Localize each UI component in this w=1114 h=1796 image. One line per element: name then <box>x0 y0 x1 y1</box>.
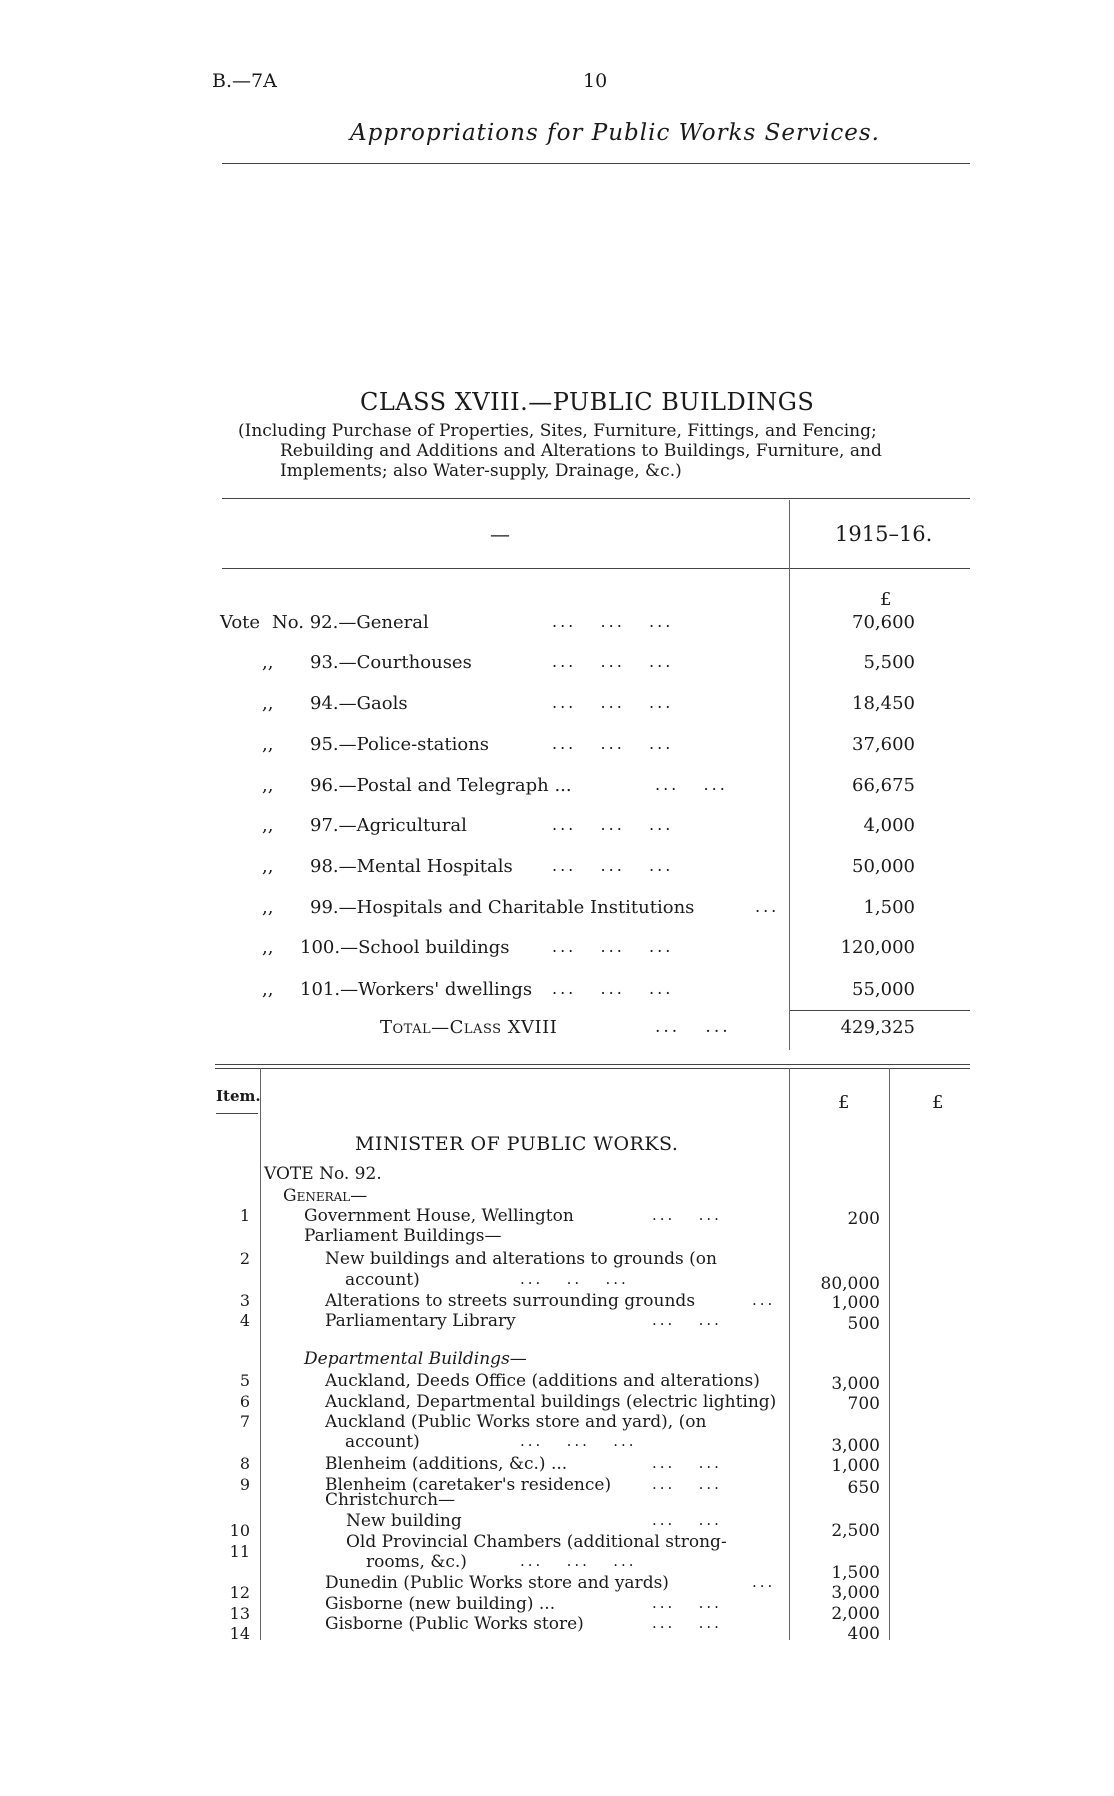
item-description: New building <box>346 1511 462 1531</box>
item-description-continued: account) <box>345 1270 420 1290</box>
item-number: 3 <box>239 1291 250 1310</box>
vote-heading: VOTE No. 92. <box>264 1164 382 1184</box>
summary-col-year: 1915–16. <box>835 522 933 546</box>
item-description: Blenheim (caretaker's residence) <box>325 1475 612 1495</box>
item-number: 10 <box>229 1521 250 1540</box>
item-amount: 80,000 <box>820 1274 880 1294</box>
summary-row-dots: ... ... ... <box>552 815 674 834</box>
summary-row-dots: ... ... ... <box>552 693 674 712</box>
summary-col-dash: — <box>490 522 510 546</box>
item-description-continued: account) <box>345 1432 420 1452</box>
item-description: Auckland (Public Works store and yard), (on <box>325 1412 707 1432</box>
item-dots: ... ... ... <box>520 1552 637 1570</box>
summary-row-prefix: ,, <box>262 815 274 836</box>
item-dots: ... ... <box>652 1454 722 1472</box>
item-amount: 200 <box>847 1209 880 1229</box>
document-code: B.—7A <box>212 70 277 92</box>
items-top-rule-2 <box>215 1068 970 1069</box>
item-amount: 3,000 <box>831 1436 880 1456</box>
summary-row-label: 99.—Hospitals and Charitable Institutions <box>310 897 695 918</box>
item-number: 14 <box>229 1624 250 1643</box>
item-number: 6 <box>239 1392 250 1411</box>
general-heading: General— <box>283 1186 368 1206</box>
item-description: New buildings and alterations to grounds (on <box>325 1249 717 1269</box>
item-dots: ... ... <box>652 1614 722 1632</box>
summary-row-label: No. 92.—General <box>272 612 429 633</box>
item-amount: 2,000 <box>831 1604 880 1624</box>
summary-row-dots: ... ... ... <box>552 979 674 998</box>
summary-row-label: 101.—Workers' dwellings <box>300 979 533 1000</box>
departmental-heading: Departmental Buildings— <box>304 1349 527 1369</box>
items-col2-divider <box>889 1068 890 1640</box>
summary-row-label: 94.—Gaols <box>310 693 408 714</box>
item-description: Auckland, Departmental buildings (electric lighting) <box>325 1392 777 1412</box>
summary-row-value: 50,000 <box>852 856 915 877</box>
item-dots: ... <box>752 1573 776 1591</box>
item-dots: ... ... <box>652 1511 722 1529</box>
item-number: 8 <box>239 1454 250 1473</box>
summary-row-prefix: ,, <box>262 734 274 755</box>
summary-total-value: 429,325 <box>840 1017 915 1038</box>
summary-row-value: 55,000 <box>852 979 915 1000</box>
item-number: 11 <box>229 1542 250 1561</box>
summary-row-dots: ... ... ... <box>552 937 674 956</box>
items-item-header-rule <box>216 1113 258 1114</box>
summary-row-value: 37,600 <box>852 734 915 755</box>
summary-row-label: 95.—Police-stations <box>310 734 490 755</box>
summary-row-label: 100.—School buildings <box>300 937 510 958</box>
summary-top-rule <box>222 498 970 499</box>
summary-row-prefix: ,, <box>262 775 274 796</box>
summary-row-value: 66,675 <box>852 775 915 796</box>
summary-row-dots: ... ... ... <box>552 612 674 631</box>
class-title: CLASS XVIII.—PUBLIC BUILDINGS <box>360 388 815 416</box>
item-amount: 500 <box>847 1314 880 1334</box>
item-description: Auckland, Deeds Office (additions and alterations) <box>325 1371 760 1391</box>
summary-header-rule <box>222 568 970 569</box>
summary-total-label: Total—Class XVIII <box>380 1017 558 1038</box>
item-dots: ... <box>752 1291 776 1309</box>
summary-row-dots: ... ... <box>655 775 728 794</box>
item-description: Gisborne (Public Works store) <box>325 1614 584 1634</box>
item-amount: 2,500 <box>831 1521 880 1541</box>
item-dots: ... .. ... <box>520 1270 629 1288</box>
item-amount: 650 <box>847 1478 880 1498</box>
summary-row-dots: ... ... ... <box>552 734 674 753</box>
item-dots: ... ... <box>652 1311 722 1329</box>
item-number: 2 <box>239 1249 250 1268</box>
summary-row-label: 96.—Postal and Telegraph ... <box>310 775 572 796</box>
item-amount: 400 <box>847 1624 880 1644</box>
page-title: Appropriations for Public Works Services. <box>350 120 880 146</box>
summary-row-prefix: ,, <box>262 652 274 673</box>
item-description: Blenheim (additions, &c.) ... <box>325 1454 568 1474</box>
items-col1-divider <box>789 1068 790 1640</box>
class-subtitle-line-2: Rebuilding and Additions and Alterations to Buildings, Furniture, and <box>280 441 882 461</box>
summary-total-dots: ... ... <box>655 1017 731 1037</box>
item-description: Gisborne (new building) ... <box>325 1594 556 1614</box>
items-currency-1: £ <box>838 1092 850 1113</box>
summary-row-value: 18,450 <box>852 693 915 714</box>
summary-row-prefix: ,, <box>262 856 274 877</box>
item-dots: ... ... <box>652 1594 722 1612</box>
item-description: Government House, Wellington <box>304 1206 574 1226</box>
item-description-continued: rooms, &c.) <box>366 1552 467 1572</box>
summary-currency: £ <box>880 589 892 610</box>
summary-row-dots: ... <box>755 897 780 916</box>
item-amount: 3,000 <box>831 1583 880 1603</box>
item-number: 13 <box>229 1604 250 1623</box>
summary-row-prefix: ,, <box>262 897 274 918</box>
item-amount: 1,000 <box>831 1293 880 1313</box>
item-description: Old Provincial Chambers (additional strong- <box>346 1532 727 1552</box>
christchurch-heading: Christchurch— <box>325 1490 456 1510</box>
summary-row-value: 4,000 <box>863 815 915 836</box>
item-number: 1 <box>239 1206 250 1225</box>
minister-heading: MINISTER OF PUBLIC WORKS. <box>355 1133 679 1155</box>
summary-total-rule <box>790 1010 970 1011</box>
item-dots: ... ... <box>652 1206 722 1224</box>
item-number: 12 <box>229 1583 250 1602</box>
class-subtitle-line-3: Implements; also Water-supply, Drainage, &c.) <box>280 461 682 481</box>
summary-row-dots: ... ... ... <box>552 856 674 875</box>
item-description: Dunedin (Public Works store and yards) <box>325 1573 669 1593</box>
item-amount: 3,000 <box>831 1374 880 1394</box>
item-number: 4 <box>239 1311 250 1330</box>
header-rule <box>222 163 970 164</box>
summary-row-label: 93.—Courthouses <box>310 652 472 673</box>
items-num-divider <box>260 1068 261 1640</box>
parliament-heading: Parliament Buildings— <box>304 1226 502 1246</box>
summary-row-value: 70,600 <box>852 612 915 633</box>
items-top-rule <box>215 1064 970 1065</box>
item-description: Parliamentary Library <box>325 1311 516 1331</box>
summary-row-label: 98.—Mental Hospitals <box>310 856 513 877</box>
item-amount: 700 <box>847 1394 880 1414</box>
item-dots: ... ... <box>652 1475 722 1493</box>
item-description: Alterations to streets surrounding grounds <box>325 1291 696 1311</box>
summary-row-value: 1,500 <box>863 897 915 918</box>
summary-row-value: 5,500 <box>863 652 915 673</box>
summary-row-prefix: ,, <box>262 937 274 958</box>
summary-row-prefix: ,, <box>262 979 274 1000</box>
class-subtitle-line-1: (Including Purchase of Properties, Sites, Furniture, Fittings, and Fencing; <box>238 421 877 441</box>
summary-row-value: 120,000 <box>840 937 915 958</box>
item-number: 7 <box>239 1412 250 1431</box>
page-number: 10 <box>583 70 608 92</box>
item-amount: 1,500 <box>831 1563 880 1583</box>
items-currency-2: £ <box>932 1092 944 1113</box>
items-item-header: Item. <box>216 1087 261 1105</box>
summary-row-dots: ... ... ... <box>552 652 674 671</box>
item-number: 5 <box>239 1371 250 1390</box>
summary-row-prefix: ,, <box>262 693 274 714</box>
summary-row-label: 97.—Agricultural <box>310 815 467 836</box>
item-amount: 1,000 <box>831 1456 880 1476</box>
item-number: 9 <box>239 1475 250 1494</box>
item-dots: ... ... ... <box>520 1432 637 1450</box>
summary-row-prefix: Vote <box>220 612 261 633</box>
